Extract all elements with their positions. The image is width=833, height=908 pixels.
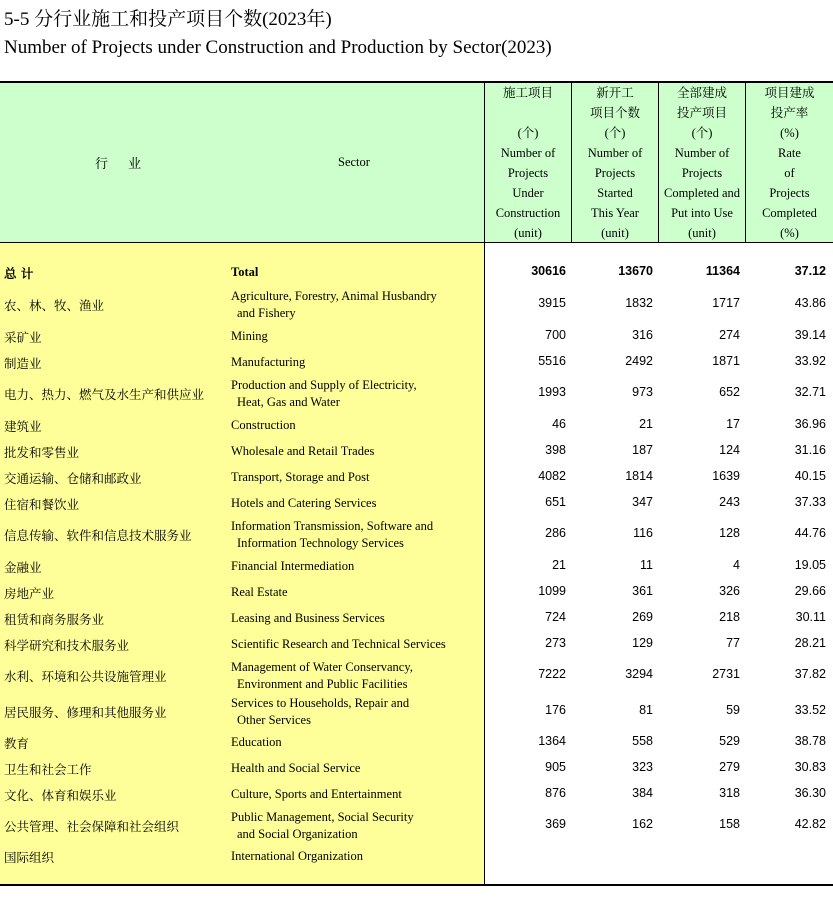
value-completed: 529 xyxy=(719,734,740,748)
sector-name-en xyxy=(231,495,376,512)
sector-name-en-line1: Scientific Research and Technical Services xyxy=(231,637,446,651)
value-under-construction: 398 xyxy=(545,443,566,457)
value-rate: 33.92 xyxy=(794,354,826,368)
value-started: 1832 xyxy=(625,296,653,310)
value-started: 129 xyxy=(632,636,653,650)
value-started: 162 xyxy=(632,817,653,831)
sector-name-en-line1: Transport, Storage and Post xyxy=(231,470,370,484)
sector-name-cn: 信息传输、软件和信息技术服务业 xyxy=(4,528,192,543)
sector-name-cn: 总 计 xyxy=(4,266,34,281)
value-rate: 44.76 xyxy=(794,526,826,540)
value-completed: 17 xyxy=(726,417,740,431)
value-started: 973 xyxy=(632,385,653,399)
value-completed: 124 xyxy=(719,443,740,457)
sector-name-en-line1: Hotels and Catering Services xyxy=(231,496,377,510)
sector-name-cn: 批发和零售业 xyxy=(4,445,80,460)
value-completed: 274 xyxy=(719,328,740,342)
sector-name-en-line1: Management of Water Conservancy, xyxy=(231,660,413,674)
value-rate: 31.16 xyxy=(794,443,826,457)
sector-name-cn: 金融业 xyxy=(4,560,42,575)
value-under-construction: 724 xyxy=(545,610,566,624)
value-started: 21 xyxy=(639,417,653,431)
value-under-construction: 5516 xyxy=(538,354,566,368)
value-started: 323 xyxy=(632,760,653,774)
value-under-construction: 46 xyxy=(552,417,566,431)
value-started: 316 xyxy=(632,328,653,342)
sector-name-cn: 采矿业 xyxy=(4,330,42,345)
sector-name-en-line1: Public Management, Social Security xyxy=(231,810,414,824)
value-started: 269 xyxy=(632,610,653,624)
value-under-construction: 176 xyxy=(545,703,566,717)
value-completed: 11364 xyxy=(705,264,740,278)
sector-name-en xyxy=(231,809,414,843)
sector-name-en xyxy=(231,354,305,371)
header-sector-en: Sector xyxy=(338,155,370,169)
value-completed: 59 xyxy=(726,703,740,717)
sector-name-en xyxy=(231,443,374,460)
sector-name-en xyxy=(231,659,413,693)
sector-name-cn: 文化、体育和娱乐业 xyxy=(4,788,117,803)
value-completed: 279 xyxy=(719,760,740,774)
sector-name-cn: 居民服务、修理和其他服务业 xyxy=(4,705,167,720)
sector-name-en xyxy=(231,610,385,627)
sector-name-en-line2: and Fishery xyxy=(237,306,296,320)
sector-name-en xyxy=(231,558,354,575)
sector-name-en xyxy=(231,636,446,653)
value-rate: 30.83 xyxy=(794,760,826,774)
sector-name-cn: 交通运输、仓储和邮政业 xyxy=(4,471,142,486)
value-rate: 37.33 xyxy=(794,495,826,509)
value-rate: 43.86 xyxy=(794,296,826,310)
value-completed: 1871 xyxy=(712,354,740,368)
sector-name-en xyxy=(231,469,369,486)
value-rate: 28.21 xyxy=(794,636,826,650)
value-under-construction: 1993 xyxy=(538,385,566,399)
value-under-construction: 4082 xyxy=(538,469,566,483)
sector-name-en xyxy=(231,584,288,601)
sector-name-en-line1: International Organization xyxy=(231,849,364,863)
value-completed: 77 xyxy=(726,636,740,650)
sector-name-en-line1: Agriculture, Forestry, Animal Husbandry xyxy=(231,289,437,303)
sector-name-en xyxy=(231,264,258,281)
sector-name-cn: 水利、环境和公共设施管理业 xyxy=(4,669,167,684)
value-rate: 39.14 xyxy=(794,328,826,342)
value-rate: 36.96 xyxy=(794,417,826,431)
sector-name-cn: 建筑业 xyxy=(4,419,42,434)
sector-name-en xyxy=(231,734,282,751)
sector-name-en-line1: Manufacturing xyxy=(231,355,306,369)
sector-name-en-line1: Total xyxy=(231,265,259,279)
value-rate: 40.15 xyxy=(794,469,826,483)
sector-name-en xyxy=(231,417,296,434)
sector-name-en-line1: Leasing and Business Services xyxy=(231,611,385,625)
value-rate: 29.66 xyxy=(794,584,826,598)
sector-name-en-line2: Information Technology Services xyxy=(237,536,404,550)
sector-name-cn: 国际组织 xyxy=(4,850,55,865)
header-col-rate: 项目建成 投产率 (%) Rate of Projects Completed (%) xyxy=(762,86,817,240)
value-started: 1814 xyxy=(625,469,653,483)
sector-name-cn: 公共管理、社会保障和社会组织 xyxy=(4,819,180,834)
sector-name-en-line1: Wholesale and Retail Trades xyxy=(231,444,375,458)
sector-name-en xyxy=(231,377,417,411)
sector-name-en xyxy=(231,288,437,322)
value-completed: 218 xyxy=(719,610,740,624)
sector-name-en-line1: Health and Social Service xyxy=(231,761,361,775)
value-rate: 37.82 xyxy=(794,667,826,681)
value-rate: 38.78 xyxy=(794,734,826,748)
value-completed: 4 xyxy=(733,558,740,572)
sector-name-en xyxy=(231,786,402,803)
value-under-construction: 286 xyxy=(545,526,566,540)
value-rate: 33.52 xyxy=(794,703,826,717)
value-under-construction: 273 xyxy=(545,636,566,650)
sector-name-cn: 农、林、牧、渔业 xyxy=(4,298,105,313)
value-under-construction: 700 xyxy=(545,328,566,342)
sector-name-cn: 卫生和社会工作 xyxy=(4,762,92,777)
sector-name-en-line1: Production and Supply of Electricity, xyxy=(231,378,417,392)
value-completed: 652 xyxy=(719,385,740,399)
value-started: 2492 xyxy=(625,354,653,368)
value-started: 187 xyxy=(632,443,653,457)
header-col-under-construction: 施工项目 (个) Number of Projects Under Construction (unit) xyxy=(495,86,561,240)
header-col-started: 新开工 项目个数 (个) Number of Projects Started This Year (unit) xyxy=(587,86,643,240)
sector-name-cn: 教育 xyxy=(4,736,30,751)
sector-name-cn: 租赁和商务服务业 xyxy=(4,612,105,627)
sector-name-cn: 制造业 xyxy=(4,356,42,371)
sector-name-en xyxy=(231,760,360,777)
value-completed: 158 xyxy=(719,817,740,831)
sector-name-en-line1: Culture, Sports and Entertainment xyxy=(231,787,402,801)
value-started: 558 xyxy=(632,734,653,748)
sector-name-en xyxy=(231,518,433,552)
sector-name-en-line1: Real Estate xyxy=(231,585,288,599)
value-started: 13670 xyxy=(618,264,653,278)
value-completed: 1717 xyxy=(712,296,740,310)
sector-name-cn: 电力、热力、燃气及水生产和供应业 xyxy=(4,387,205,402)
value-under-construction: 651 xyxy=(545,495,566,509)
value-under-construction: 905 xyxy=(545,760,566,774)
value-under-construction: 1099 xyxy=(538,584,566,598)
value-started: 384 xyxy=(632,786,653,800)
sector-name-cn: 科学研究和技术服务业 xyxy=(4,638,130,653)
sector-name-en-line1: Education xyxy=(231,735,282,749)
sector-name-en xyxy=(231,695,409,729)
table-bottom-rule xyxy=(0,884,833,886)
value-started: 81 xyxy=(639,703,653,717)
sector-name-en-line2: Other Services xyxy=(237,713,311,727)
value-under-construction: 30616 xyxy=(531,264,566,278)
value-started: 361 xyxy=(632,584,653,598)
sector-name-en xyxy=(231,328,268,345)
sector-name-en-line1: Services to Households, Repair and xyxy=(231,696,410,710)
value-under-construction: 3915 xyxy=(538,296,566,310)
sector-name-en-line1: Information Transmission, Software and xyxy=(231,519,434,533)
value-rate: 36.30 xyxy=(794,786,826,800)
header-col-completed: 全部建成 投产项目 (个) Number of Projects Completed and Put into Use (unit) xyxy=(663,86,741,240)
value-started: 116 xyxy=(633,526,653,540)
value-completed: 2731 xyxy=(712,667,740,681)
value-completed: 128 xyxy=(719,526,740,540)
value-under-construction: 7222 xyxy=(538,667,566,681)
header-sector-cn: 行 业 xyxy=(95,157,150,172)
sector-name-cn: 房地产业 xyxy=(4,586,55,601)
value-completed: 326 xyxy=(719,584,740,598)
sector-name-en xyxy=(231,848,363,865)
value-rate: 32.71 xyxy=(794,385,826,399)
sector-name-en-line1: Construction xyxy=(231,418,296,432)
value-under-construction: 1364 xyxy=(538,734,566,748)
sector-name-en-line1: Financial Intermediation xyxy=(231,559,355,573)
sector-name-en-line2: and Social Organization xyxy=(237,827,358,841)
value-rate: 19.05 xyxy=(794,558,826,572)
value-rate: 42.82 xyxy=(794,817,826,831)
table-title-en: Number of Projects under Construction and Production by Sector(2023) xyxy=(4,37,552,58)
value-under-construction: 876 xyxy=(545,786,566,800)
value-rate: 30.11 xyxy=(795,610,826,624)
sector-name-en-line2: Heat, Gas and Water xyxy=(237,395,340,409)
table-title-cn: 5-5 分行业施工和投产项目个数(2023年) xyxy=(4,9,332,30)
sector-name-en-line1: Mining xyxy=(231,329,268,343)
value-started: 11 xyxy=(640,558,653,572)
value-completed: 243 xyxy=(719,495,740,509)
sector-name-en-line2: Environment and Public Facilities xyxy=(237,677,408,691)
value-completed: 318 xyxy=(719,786,740,800)
value-started: 3294 xyxy=(625,667,653,681)
value-started: 347 xyxy=(632,495,653,509)
value-completed: 1639 xyxy=(712,469,740,483)
value-rate: 37.12 xyxy=(794,264,826,278)
value-under-construction: 369 xyxy=(545,817,566,831)
sector-name-cn: 住宿和餐饮业 xyxy=(4,497,80,512)
value-under-construction: 21 xyxy=(552,558,566,572)
